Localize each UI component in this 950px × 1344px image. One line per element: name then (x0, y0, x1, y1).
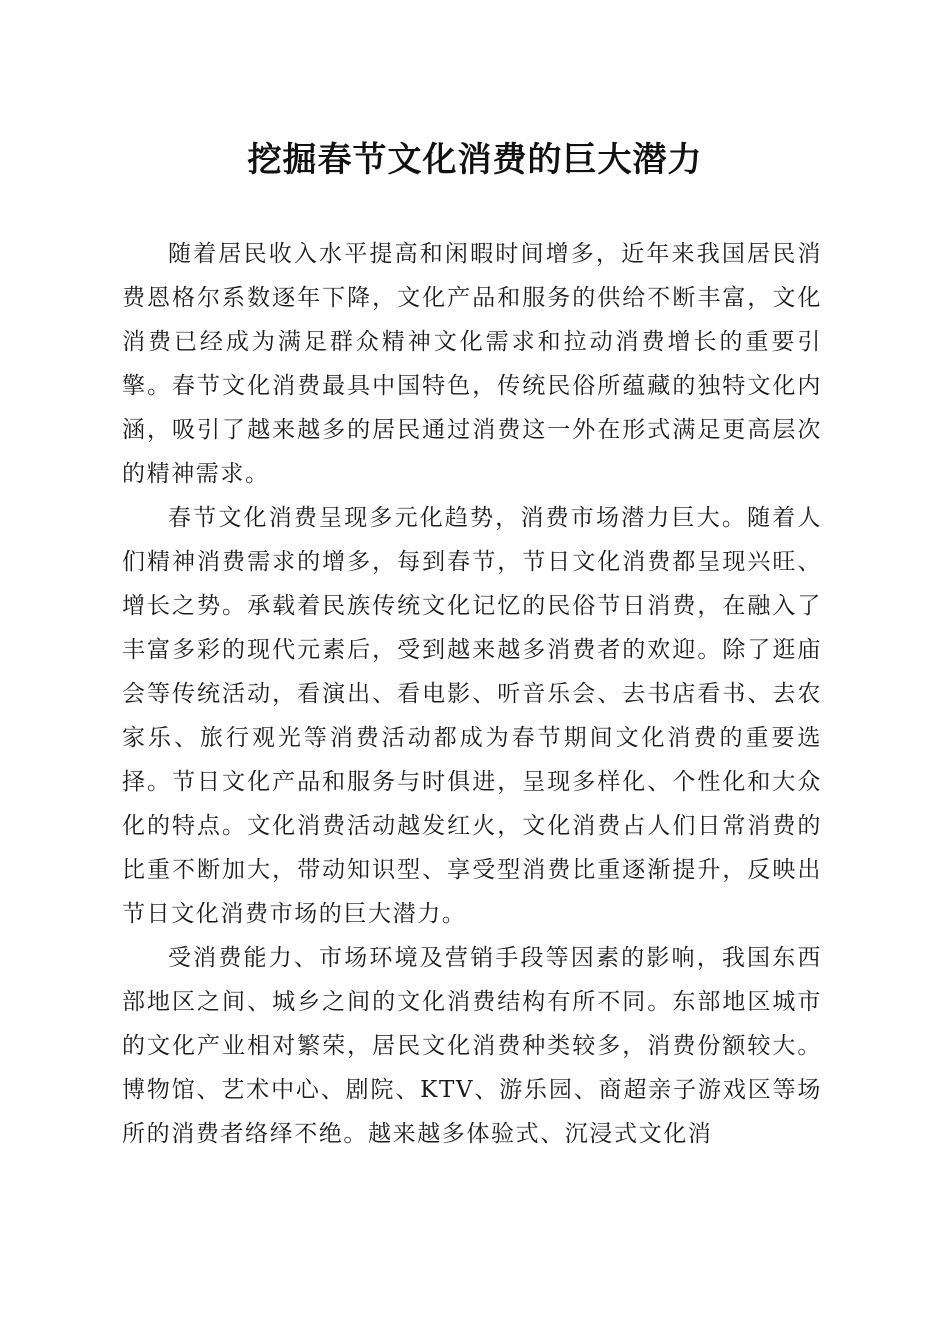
paragraph-1: 随着居民收入水平提高和闲暇时间增多，近年来我国居民消费恩格尔系数逐年下降，文化产品和服务的供给不断丰富，文化消费已经成为满足群众精神文化需求和拉动消费增长的重要引擎。春节文化消费最具中国特色，传统民俗所蕴藏的独特文化内涵，吸引了越来越多的居民通过消费这一外在形式满足更高层次的精神需求。 (122, 241, 822, 487)
document-title: 挖掘春节文化消费的巨大潜力 (247, 140, 703, 180)
document-body (122, 232, 822, 1156)
paragraph-2: 春节文化消费呈现多元化趋势，消费市场潜力巨大。随着人们精神消费需求的增多，每到春节，节日文化消费都呈现兴旺、增长之势。承载着民族传统文化记忆的民俗节日消费，在融入了丰富多彩的现代元素后，受到越来越多消费者的欢迎。除了逛庙会等传统活动，看演出、看电影、听音乐会、去书店看书、去农家乐、旅行观光等消费活动都成为春节期间文化消费的重要选择。节日文化产品和服务与时俱进，呈现多样化、个性化和大众化的特点。文化消费活动越发红火，文化消费占人们日常消费的比重不断加大，带动知识型、享受型消费比重逐渐提升，反映出节日文化消费市场的巨大潜力。 (122, 505, 822, 927)
paragraph-3: 受消费能力、市场环境及营销手段等因素的影响，我国东西部地区之间、城乡之间的文化消费结构有所不同。东部地区城市的文化产业相对繁荣，居民文化消费种类较多，消费份额较大。博物馆、艺术中心、剧院、KTV、游乐园、商超亲子游戏区等场所的消费者络绎不绝。越来越多体验式、沉浸式文化消 (122, 945, 822, 1147)
